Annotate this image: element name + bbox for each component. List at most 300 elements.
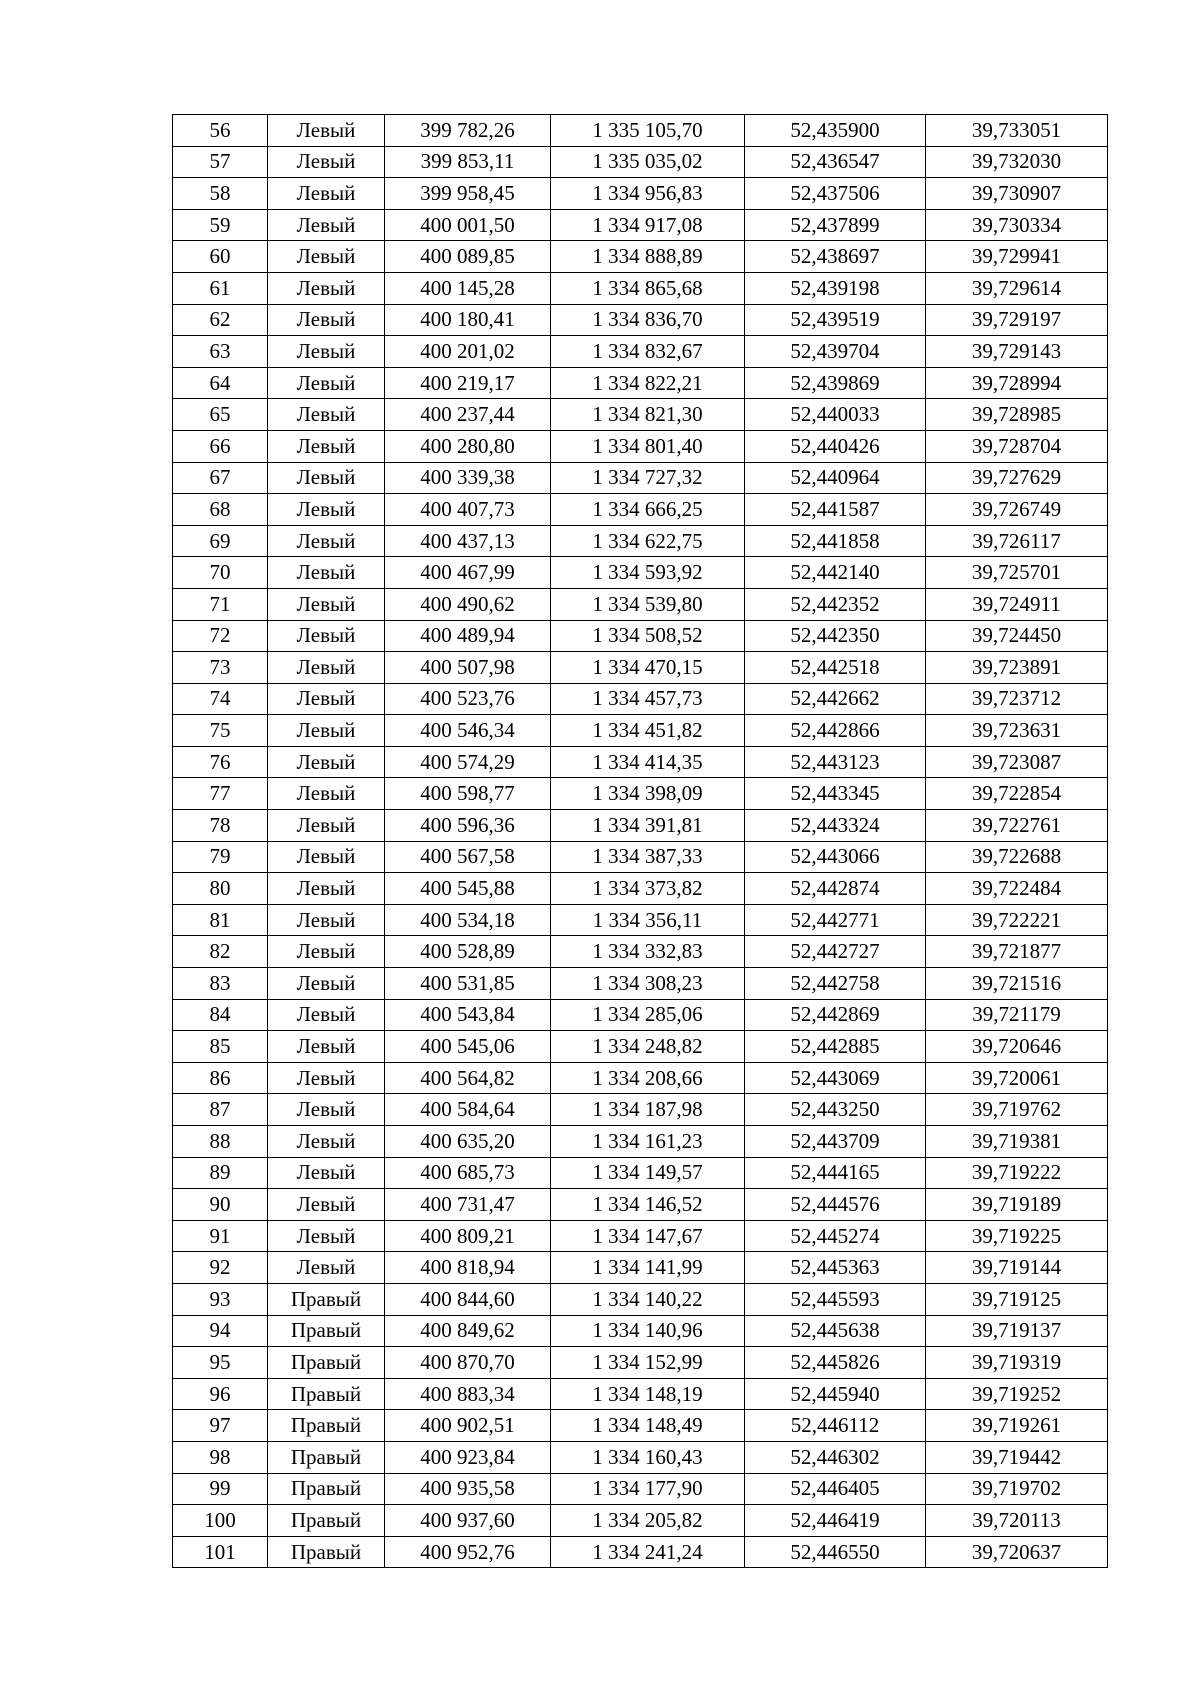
- latitude-cell: 52,442771: [745, 904, 926, 936]
- longitude-cell: 39,728704: [926, 430, 1108, 462]
- point-number-cell: 67: [173, 462, 268, 494]
- latitude-cell: 52,442518: [745, 652, 926, 684]
- y-coordinate-cell: 1 334 205,82: [551, 1505, 745, 1537]
- point-number-cell: 74: [173, 683, 268, 715]
- y-coordinate-cell: 1 334 308,23: [551, 968, 745, 1000]
- x-coordinate-cell: 400 546,34: [385, 715, 551, 747]
- table-row: [173, 936, 1108, 968]
- latitude-cell: 52,440426: [745, 430, 926, 462]
- table-row: [173, 968, 1108, 1000]
- point-number-cell: 59: [173, 209, 268, 241]
- longitude-cell: 39,720061: [926, 1062, 1108, 1094]
- point-number-cell: 92: [173, 1252, 268, 1284]
- side-cell: Правый: [268, 1378, 385, 1410]
- x-coordinate-cell: 400 507,98: [385, 652, 551, 684]
- longitude-cell: 39,722484: [926, 873, 1108, 905]
- longitude-cell: 39,720646: [926, 1031, 1108, 1063]
- longitude-cell: 39,719225: [926, 1220, 1108, 1252]
- latitude-cell: 52,442758: [745, 968, 926, 1000]
- side-cell: Правый: [268, 1347, 385, 1379]
- side-cell: Левый: [268, 399, 385, 431]
- side-cell: Правый: [268, 1315, 385, 1347]
- y-coordinate-cell: 1 334 140,22: [551, 1283, 745, 1315]
- table-row: [173, 1315, 1108, 1347]
- latitude-cell: 52,445274: [745, 1220, 926, 1252]
- table-row: [173, 841, 1108, 873]
- latitude-cell: 52,442352: [745, 588, 926, 620]
- point-number-cell: 90: [173, 1189, 268, 1221]
- table-row: [173, 241, 1108, 273]
- point-number-cell: 60: [173, 241, 268, 273]
- side-cell: Левый: [268, 1031, 385, 1063]
- latitude-cell: 52,446550: [745, 1536, 926, 1568]
- longitude-cell: 39,721516: [926, 968, 1108, 1000]
- y-coordinate-cell: 1 334 398,09: [551, 778, 745, 810]
- y-coordinate-cell: 1 334 457,73: [551, 683, 745, 715]
- x-coordinate-cell: 400 489,94: [385, 620, 551, 652]
- x-coordinate-cell: 400 219,17: [385, 367, 551, 399]
- point-number-cell: 98: [173, 1441, 268, 1473]
- point-number-cell: 56: [173, 115, 268, 147]
- point-number-cell: 73: [173, 652, 268, 684]
- latitude-cell: 52,440964: [745, 462, 926, 494]
- side-cell: Левый: [268, 1062, 385, 1094]
- x-coordinate-cell: 400 534,18: [385, 904, 551, 936]
- side-cell: Левый: [268, 1126, 385, 1158]
- x-coordinate-cell: 400 937,60: [385, 1505, 551, 1537]
- y-coordinate-cell: 1 334 666,25: [551, 494, 745, 526]
- point-number-cell: 100: [173, 1505, 268, 1537]
- table-row: [173, 1378, 1108, 1410]
- point-number-cell: 80: [173, 873, 268, 905]
- longitude-cell: 39,719125: [926, 1283, 1108, 1315]
- y-coordinate-cell: 1 334 148,49: [551, 1410, 745, 1442]
- latitude-cell: 52,443250: [745, 1094, 926, 1126]
- latitude-cell: 52,440033: [745, 399, 926, 431]
- longitude-cell: 39,721877: [926, 936, 1108, 968]
- side-cell: Левый: [268, 115, 385, 147]
- latitude-cell: 52,438697: [745, 241, 926, 273]
- x-coordinate-cell: 400 598,77: [385, 778, 551, 810]
- y-coordinate-cell: 1 334 177,90: [551, 1473, 745, 1505]
- longitude-cell: 39,723087: [926, 746, 1108, 778]
- x-coordinate-cell: 400 809,21: [385, 1220, 551, 1252]
- point-number-cell: 58: [173, 178, 268, 210]
- point-number-cell: 65: [173, 399, 268, 431]
- y-coordinate-cell: 1 334 285,06: [551, 999, 745, 1031]
- latitude-cell: 52,436547: [745, 146, 926, 178]
- latitude-cell: 52,444576: [745, 1189, 926, 1221]
- x-coordinate-cell: 400 883,34: [385, 1378, 551, 1410]
- x-coordinate-cell: 400 001,50: [385, 209, 551, 241]
- longitude-cell: 39,719442: [926, 1441, 1108, 1473]
- x-coordinate-cell: 400 437,13: [385, 525, 551, 557]
- x-coordinate-cell: 400 844,60: [385, 1283, 551, 1315]
- longitude-cell: 39,728985: [926, 399, 1108, 431]
- point-number-cell: 78: [173, 810, 268, 842]
- side-cell: Правый: [268, 1473, 385, 1505]
- coordinates-table: [172, 114, 1108, 1568]
- x-coordinate-cell: 400 528,89: [385, 936, 551, 968]
- longitude-cell: 39,719144: [926, 1252, 1108, 1284]
- side-cell: Левый: [268, 241, 385, 273]
- longitude-cell: 39,719189: [926, 1189, 1108, 1221]
- latitude-cell: 52,439519: [745, 304, 926, 336]
- longitude-cell: 39,726749: [926, 494, 1108, 526]
- x-coordinate-cell: 400 849,62: [385, 1315, 551, 1347]
- x-coordinate-cell: 400 523,76: [385, 683, 551, 715]
- latitude-cell: 52,444165: [745, 1157, 926, 1189]
- x-coordinate-cell: 399 958,45: [385, 178, 551, 210]
- point-number-cell: 94: [173, 1315, 268, 1347]
- side-cell: Левый: [268, 715, 385, 747]
- table-row: [173, 1062, 1108, 1094]
- side-cell: Левый: [268, 1189, 385, 1221]
- point-number-cell: 79: [173, 841, 268, 873]
- side-cell: Правый: [268, 1410, 385, 1442]
- table-row: [173, 1473, 1108, 1505]
- table-row: [173, 525, 1108, 557]
- x-coordinate-cell: 400 467,99: [385, 557, 551, 589]
- y-coordinate-cell: 1 334 391,81: [551, 810, 745, 842]
- table-row: [173, 1157, 1108, 1189]
- longitude-cell: 39,723631: [926, 715, 1108, 747]
- longitude-cell: 39,719702: [926, 1473, 1108, 1505]
- point-number-cell: 87: [173, 1094, 268, 1126]
- latitude-cell: 52,443123: [745, 746, 926, 778]
- latitude-cell: 52,439198: [745, 272, 926, 304]
- table-row: [173, 588, 1108, 620]
- longitude-cell: 39,720113: [926, 1505, 1108, 1537]
- side-cell: Левый: [268, 588, 385, 620]
- side-cell: Правый: [268, 1536, 385, 1568]
- point-number-cell: 101: [173, 1536, 268, 1568]
- table-row: [173, 1505, 1108, 1537]
- y-coordinate-cell: 1 334 208,66: [551, 1062, 745, 1094]
- longitude-cell: 39,720637: [926, 1536, 1108, 1568]
- table-row: [173, 367, 1108, 399]
- x-coordinate-cell: 400 685,73: [385, 1157, 551, 1189]
- side-cell: Левый: [268, 146, 385, 178]
- table-row: [173, 1347, 1108, 1379]
- y-coordinate-cell: 1 335 035,02: [551, 146, 745, 178]
- y-coordinate-cell: 1 334 187,98: [551, 1094, 745, 1126]
- table-row: [173, 178, 1108, 210]
- x-coordinate-cell: 400 201,02: [385, 336, 551, 368]
- y-coordinate-cell: 1 334 956,83: [551, 178, 745, 210]
- point-number-cell: 62: [173, 304, 268, 336]
- table-row: [173, 778, 1108, 810]
- latitude-cell: 52,443709: [745, 1126, 926, 1158]
- point-number-cell: 69: [173, 525, 268, 557]
- side-cell: Левый: [268, 367, 385, 399]
- y-coordinate-cell: 1 334 593,92: [551, 557, 745, 589]
- point-number-cell: 71: [173, 588, 268, 620]
- latitude-cell: 52,442869: [745, 999, 926, 1031]
- longitude-cell: 39,724450: [926, 620, 1108, 652]
- y-coordinate-cell: 1 334 622,75: [551, 525, 745, 557]
- y-coordinate-cell: 1 334 248,82: [551, 1031, 745, 1063]
- longitude-cell: 39,722221: [926, 904, 1108, 936]
- latitude-cell: 52,437899: [745, 209, 926, 241]
- y-coordinate-cell: 1 334 149,57: [551, 1157, 745, 1189]
- side-cell: Левый: [268, 620, 385, 652]
- longitude-cell: 39,729143: [926, 336, 1108, 368]
- side-cell: Левый: [268, 1157, 385, 1189]
- side-cell: Левый: [268, 873, 385, 905]
- latitude-cell: 52,443324: [745, 810, 926, 842]
- latitude-cell: 52,442874: [745, 873, 926, 905]
- table-row: [173, 304, 1108, 336]
- y-coordinate-cell: 1 334 451,82: [551, 715, 745, 747]
- point-number-cell: 84: [173, 999, 268, 1031]
- point-number-cell: 63: [173, 336, 268, 368]
- table-row: [173, 652, 1108, 684]
- latitude-cell: 52,442727: [745, 936, 926, 968]
- longitude-cell: 39,728994: [926, 367, 1108, 399]
- longitude-cell: 39,732030: [926, 146, 1108, 178]
- y-coordinate-cell: 1 334 727,32: [551, 462, 745, 494]
- y-coordinate-cell: 1 334 148,19: [551, 1378, 745, 1410]
- x-coordinate-cell: 400 180,41: [385, 304, 551, 336]
- side-cell: Левый: [268, 336, 385, 368]
- y-coordinate-cell: 1 334 241,24: [551, 1536, 745, 1568]
- point-number-cell: 66: [173, 430, 268, 462]
- longitude-cell: 39,727629: [926, 462, 1108, 494]
- table-row: [173, 1283, 1108, 1315]
- latitude-cell: 52,446302: [745, 1441, 926, 1473]
- side-cell: Правый: [268, 1283, 385, 1315]
- y-coordinate-cell: 1 334 160,43: [551, 1441, 745, 1473]
- table-row: [173, 904, 1108, 936]
- y-coordinate-cell: 1 334 822,21: [551, 367, 745, 399]
- longitude-cell: 39,722854: [926, 778, 1108, 810]
- latitude-cell: 52,435900: [745, 115, 926, 147]
- latitude-cell: 52,445826: [745, 1347, 926, 1379]
- point-number-cell: 70: [173, 557, 268, 589]
- y-coordinate-cell: 1 334 356,11: [551, 904, 745, 936]
- point-number-cell: 96: [173, 1378, 268, 1410]
- x-coordinate-cell: 400 635,20: [385, 1126, 551, 1158]
- y-coordinate-cell: 1 334 141,99: [551, 1252, 745, 1284]
- y-coordinate-cell: 1 334 801,40: [551, 430, 745, 462]
- side-cell: Левый: [268, 999, 385, 1031]
- x-coordinate-cell: 400 543,84: [385, 999, 551, 1031]
- x-coordinate-cell: 400 490,62: [385, 588, 551, 620]
- point-number-cell: 57: [173, 146, 268, 178]
- longitude-cell: 39,719261: [926, 1410, 1108, 1442]
- latitude-cell: 52,441587: [745, 494, 926, 526]
- point-number-cell: 82: [173, 936, 268, 968]
- table-row: [173, 620, 1108, 652]
- longitude-cell: 39,726117: [926, 525, 1108, 557]
- x-coordinate-cell: 400 531,85: [385, 968, 551, 1000]
- side-cell: Левый: [268, 178, 385, 210]
- x-coordinate-cell: 400 923,84: [385, 1441, 551, 1473]
- x-coordinate-cell: 400 818,94: [385, 1252, 551, 1284]
- point-number-cell: 93: [173, 1283, 268, 1315]
- table-row: [173, 272, 1108, 304]
- point-number-cell: 76: [173, 746, 268, 778]
- table-row: [173, 715, 1108, 747]
- table-row: [173, 1094, 1108, 1126]
- side-cell: Левый: [268, 968, 385, 1000]
- point-number-cell: 72: [173, 620, 268, 652]
- longitude-cell: 39,722688: [926, 841, 1108, 873]
- latitude-cell: 52,446112: [745, 1410, 926, 1442]
- longitude-cell: 39,719381: [926, 1126, 1108, 1158]
- longitude-cell: 39,722761: [926, 810, 1108, 842]
- side-cell: Левый: [268, 304, 385, 336]
- x-coordinate-cell: 400 545,06: [385, 1031, 551, 1063]
- y-coordinate-cell: 1 334 832,67: [551, 336, 745, 368]
- latitude-cell: 52,442662: [745, 683, 926, 715]
- y-coordinate-cell: 1 334 373,82: [551, 873, 745, 905]
- y-coordinate-cell: 1 334 821,30: [551, 399, 745, 431]
- side-cell: Левый: [268, 904, 385, 936]
- table-row: [173, 1252, 1108, 1284]
- latitude-cell: 52,439869: [745, 367, 926, 399]
- x-coordinate-cell: 400 567,58: [385, 841, 551, 873]
- latitude-cell: 52,442350: [745, 620, 926, 652]
- table-row: [173, 999, 1108, 1031]
- latitude-cell: 52,443345: [745, 778, 926, 810]
- longitude-cell: 39,721179: [926, 999, 1108, 1031]
- table-row: [173, 399, 1108, 431]
- table-row: [173, 494, 1108, 526]
- x-coordinate-cell: 400 545,88: [385, 873, 551, 905]
- table-row: [173, 115, 1108, 147]
- latitude-cell: 52,445363: [745, 1252, 926, 1284]
- table-row: [173, 873, 1108, 905]
- side-cell: Левый: [268, 778, 385, 810]
- side-cell: Левый: [268, 272, 385, 304]
- side-cell: Левый: [268, 557, 385, 589]
- table-row: [173, 1220, 1108, 1252]
- point-number-cell: 86: [173, 1062, 268, 1094]
- longitude-cell: 39,719252: [926, 1378, 1108, 1410]
- longitude-cell: 39,729614: [926, 272, 1108, 304]
- longitude-cell: 39,730334: [926, 209, 1108, 241]
- side-cell: Левый: [268, 430, 385, 462]
- y-coordinate-cell: 1 334 387,33: [551, 841, 745, 873]
- side-cell: Левый: [268, 462, 385, 494]
- latitude-cell: 52,443069: [745, 1062, 926, 1094]
- x-coordinate-cell: 399 782,26: [385, 115, 551, 147]
- latitude-cell: 52,446419: [745, 1505, 926, 1537]
- x-coordinate-cell: 400 731,47: [385, 1189, 551, 1221]
- table-row: [173, 1126, 1108, 1158]
- x-coordinate-cell: 400 407,73: [385, 494, 551, 526]
- x-coordinate-cell: 400 237,44: [385, 399, 551, 431]
- longitude-cell: 39,723891: [926, 652, 1108, 684]
- table-row: [173, 1031, 1108, 1063]
- table-row: [173, 146, 1108, 178]
- side-cell: Левый: [268, 652, 385, 684]
- longitude-cell: 39,719137: [926, 1315, 1108, 1347]
- y-coordinate-cell: 1 335 105,70: [551, 115, 745, 147]
- point-number-cell: 81: [173, 904, 268, 936]
- y-coordinate-cell: 1 334 332,83: [551, 936, 745, 968]
- side-cell: Правый: [268, 1505, 385, 1537]
- side-cell: Правый: [268, 1441, 385, 1473]
- point-number-cell: 83: [173, 968, 268, 1000]
- y-coordinate-cell: 1 334 414,35: [551, 746, 745, 778]
- y-coordinate-cell: 1 334 508,52: [551, 620, 745, 652]
- point-number-cell: 77: [173, 778, 268, 810]
- x-coordinate-cell: 400 574,29: [385, 746, 551, 778]
- latitude-cell: 52,439704: [745, 336, 926, 368]
- point-number-cell: 85: [173, 1031, 268, 1063]
- side-cell: Левый: [268, 841, 385, 873]
- coordinates-table-body: [173, 115, 1108, 1568]
- side-cell: Левый: [268, 936, 385, 968]
- y-coordinate-cell: 1 334 152,99: [551, 1347, 745, 1379]
- x-coordinate-cell: 400 089,85: [385, 241, 551, 273]
- x-coordinate-cell: 400 339,38: [385, 462, 551, 494]
- x-coordinate-cell: 400 870,70: [385, 1347, 551, 1379]
- table-row: [173, 746, 1108, 778]
- table-row: [173, 336, 1108, 368]
- y-coordinate-cell: 1 334 865,68: [551, 272, 745, 304]
- point-number-cell: 88: [173, 1126, 268, 1158]
- table-row: [173, 1410, 1108, 1442]
- point-number-cell: 97: [173, 1410, 268, 1442]
- table-row: [173, 1536, 1108, 1568]
- x-coordinate-cell: 399 853,11: [385, 146, 551, 178]
- latitude-cell: 52,445593: [745, 1283, 926, 1315]
- longitude-cell: 39,723712: [926, 683, 1108, 715]
- x-coordinate-cell: 400 952,76: [385, 1536, 551, 1568]
- latitude-cell: 52,442866: [745, 715, 926, 747]
- table-row: [173, 1189, 1108, 1221]
- side-cell: Левый: [268, 1094, 385, 1126]
- point-number-cell: 68: [173, 494, 268, 526]
- latitude-cell: 52,445940: [745, 1378, 926, 1410]
- side-cell: Левый: [268, 494, 385, 526]
- longitude-cell: 39,719762: [926, 1094, 1108, 1126]
- longitude-cell: 39,729941: [926, 241, 1108, 273]
- table-row: [173, 430, 1108, 462]
- x-coordinate-cell: 400 145,28: [385, 272, 551, 304]
- latitude-cell: 52,441858: [745, 525, 926, 557]
- side-cell: Левый: [268, 525, 385, 557]
- point-number-cell: 91: [173, 1220, 268, 1252]
- side-cell: Левый: [268, 810, 385, 842]
- longitude-cell: 39,724911: [926, 588, 1108, 620]
- table-row: [173, 209, 1108, 241]
- side-cell: Левый: [268, 209, 385, 241]
- side-cell: Левый: [268, 746, 385, 778]
- latitude-cell: 52,443066: [745, 841, 926, 873]
- side-cell: Левый: [268, 1252, 385, 1284]
- y-coordinate-cell: 1 334 140,96: [551, 1315, 745, 1347]
- y-coordinate-cell: 1 334 161,23: [551, 1126, 745, 1158]
- x-coordinate-cell: 400 584,64: [385, 1094, 551, 1126]
- point-number-cell: 89: [173, 1157, 268, 1189]
- y-coordinate-cell: 1 334 146,52: [551, 1189, 745, 1221]
- table-row: [173, 683, 1108, 715]
- x-coordinate-cell: 400 596,36: [385, 810, 551, 842]
- y-coordinate-cell: 1 334 539,80: [551, 588, 745, 620]
- x-coordinate-cell: 400 564,82: [385, 1062, 551, 1094]
- point-number-cell: 61: [173, 272, 268, 304]
- y-coordinate-cell: 1 334 147,67: [551, 1220, 745, 1252]
- longitude-cell: 39,725701: [926, 557, 1108, 589]
- y-coordinate-cell: 1 334 470,15: [551, 652, 745, 684]
- y-coordinate-cell: 1 334 888,89: [551, 241, 745, 273]
- side-cell: Левый: [268, 1220, 385, 1252]
